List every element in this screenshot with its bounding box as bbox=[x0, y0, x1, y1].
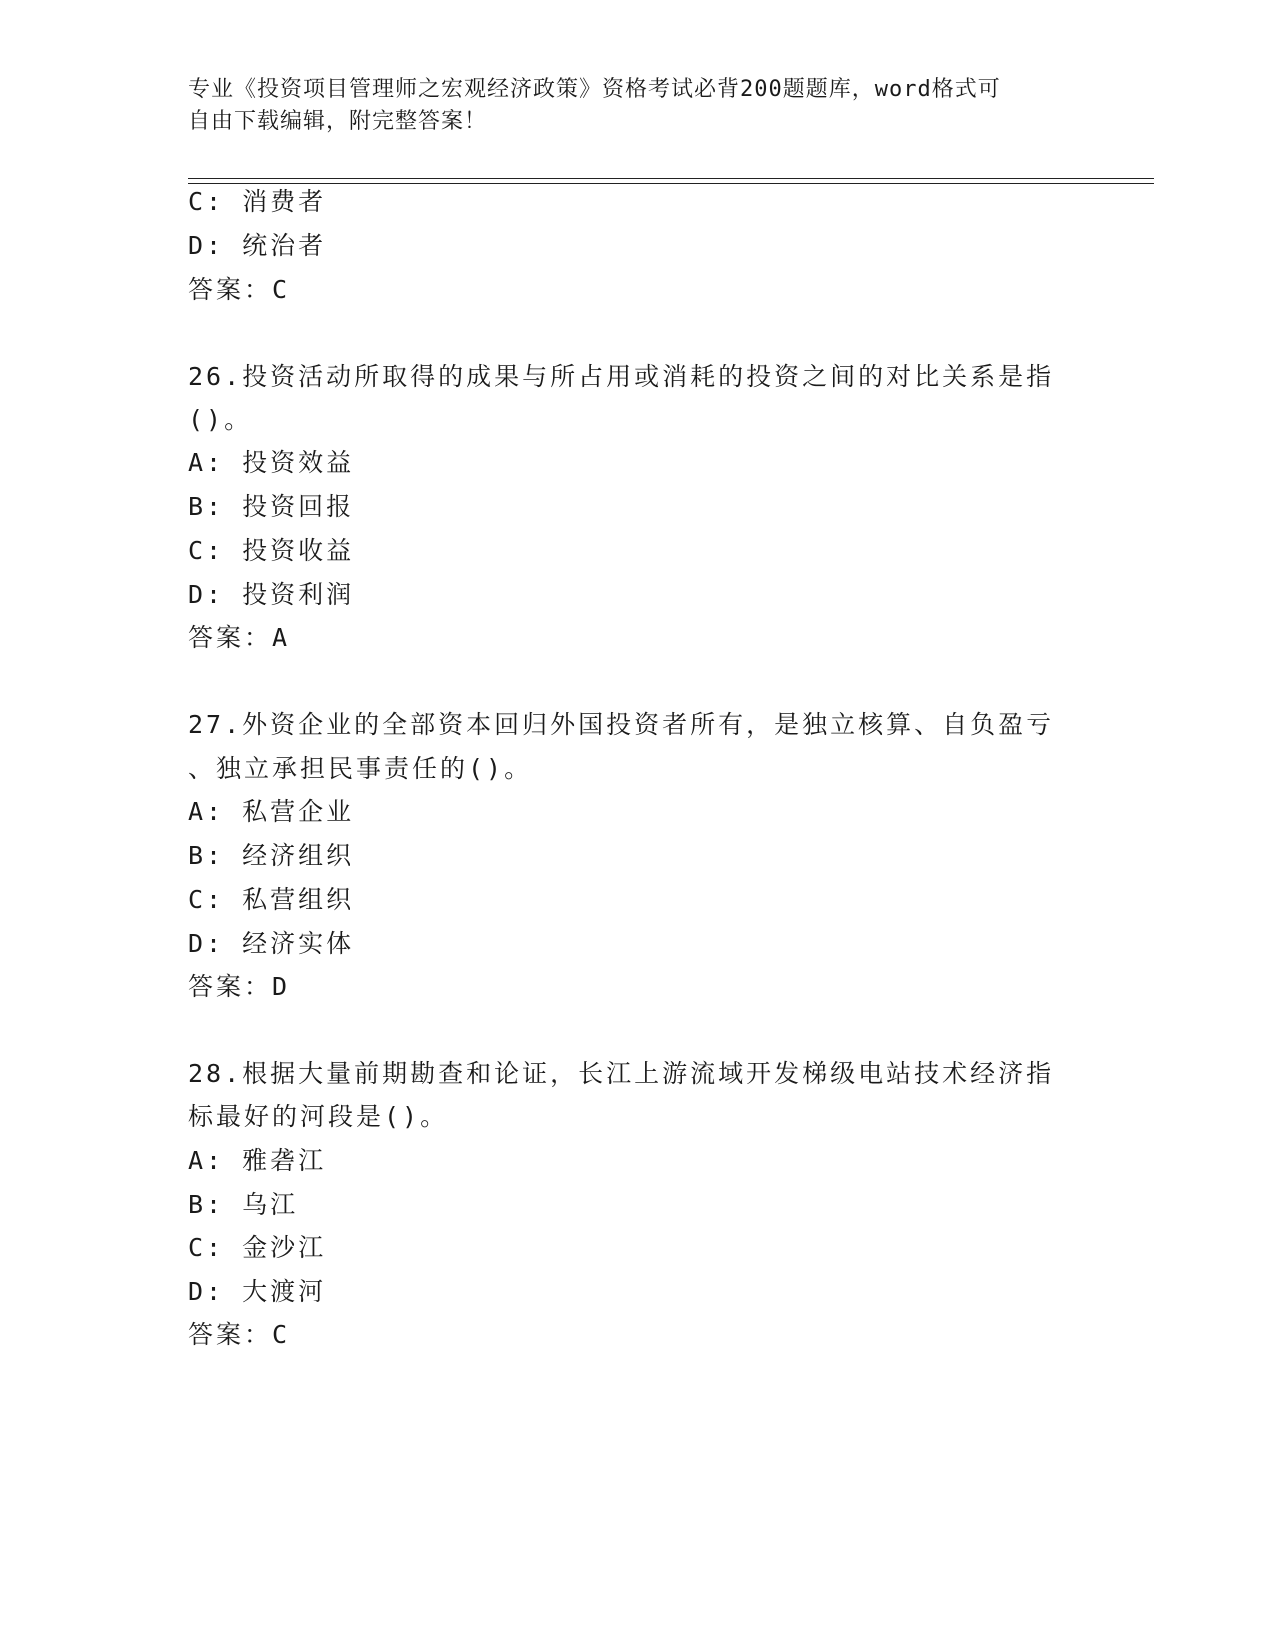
q28-option-d: D: 大渡河 bbox=[188, 1277, 327, 1306]
q26-stem-line-1: 26.投资活动所取得的成果与所占用或消耗的投资之间的对比关系是指 bbox=[188, 362, 1055, 391]
q27-option-b: B: 经济组织 bbox=[188, 841, 355, 870]
q25-answer: 答案：C bbox=[188, 275, 291, 304]
q28-option-a: A: 雅砻江 bbox=[188, 1146, 327, 1175]
q27-stem-line-1: 27.外资企业的全部资本回归外国投资者所有，是独立核算、自负盈亏 bbox=[188, 710, 1055, 739]
q27-option-a: A: 私营企业 bbox=[188, 797, 355, 826]
q25-option-c: C: 消费者 bbox=[188, 187, 327, 216]
q28-stem-line-1: 28.根据大量前期勘查和论证，长江上游流域开发梯级电站技术经济指 bbox=[188, 1059, 1055, 1088]
q26-option-b: B: 投资回报 bbox=[188, 492, 355, 521]
q25-option-d: D: 统治者 bbox=[188, 231, 327, 260]
q28-stem-line-2: 标最好的河段是()。 bbox=[188, 1102, 449, 1131]
q28-answer: 答案：C bbox=[188, 1320, 291, 1349]
header-line-1: 专业《投资项目管理师之宏观经济政策》资格考试必背200题题库，word格式可 bbox=[188, 77, 1001, 102]
header-line-2: 自由下载编辑，附完整答案！ bbox=[188, 109, 488, 134]
q27-option-c: C: 私营组织 bbox=[188, 885, 355, 914]
q26-option-d: D: 投资利润 bbox=[188, 580, 355, 609]
q26-answer: 答案：A bbox=[188, 623, 291, 652]
page-header bbox=[188, 74, 1068, 138]
q27-option-d: D: 经济实体 bbox=[188, 929, 355, 958]
q26-option-c: C: 投资收益 bbox=[188, 536, 355, 565]
q26-stem-line-2: ()。 bbox=[188, 405, 253, 434]
q27-answer: 答案：D bbox=[188, 972, 291, 1001]
q28-option-b: B: 乌江 bbox=[188, 1190, 299, 1219]
q28-option-c: C: 金沙江 bbox=[188, 1233, 327, 1262]
q26-option-a: A: 投资效益 bbox=[188, 448, 355, 477]
q27-stem-line-2: 、独立承担民事责任的()。 bbox=[188, 754, 533, 783]
